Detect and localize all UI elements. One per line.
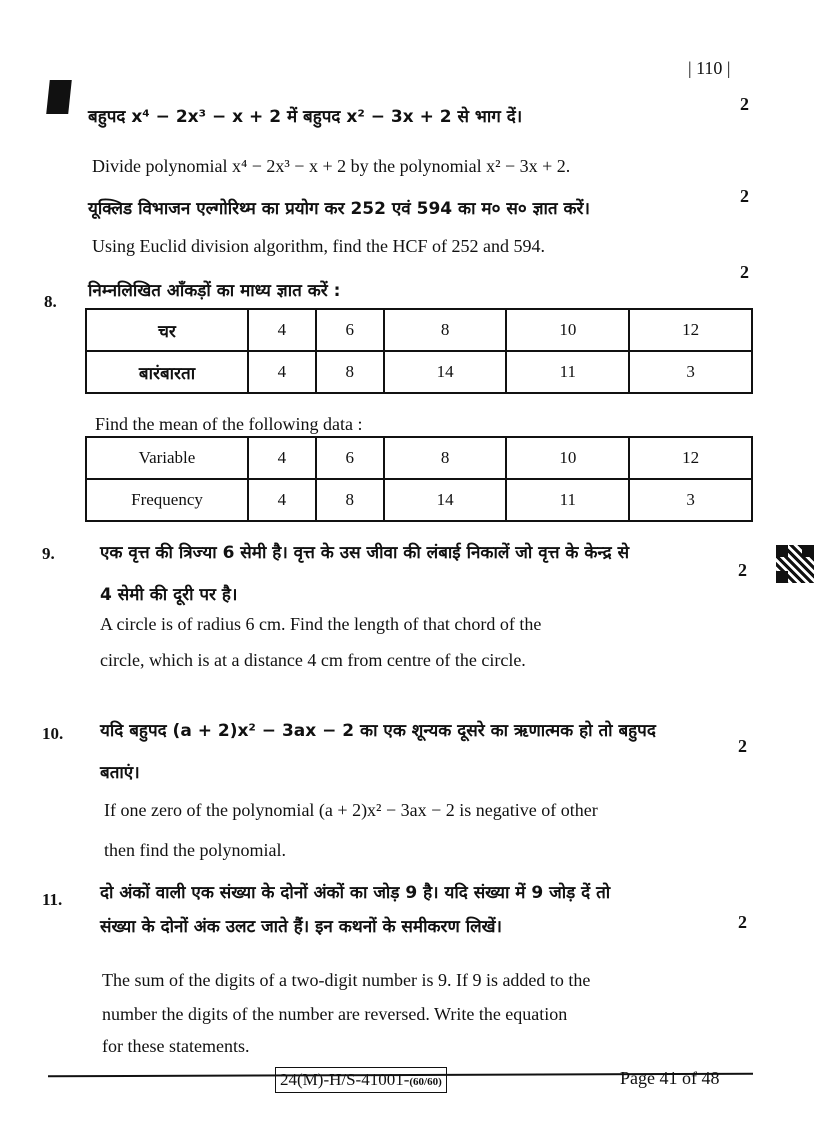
q11-number: 11. bbox=[42, 890, 63, 909]
table-cell: 3 bbox=[629, 351, 752, 393]
q7-hindi: यूक्लिड विभाजन एल्गोरिथ्म का प्रयोग कर 252 एवं 594 का म० स० ज्ञात करें। bbox=[88, 199, 590, 219]
table-row bbox=[86, 479, 752, 521]
q6-hindi: बहुपद x⁴ − 2x³ − x + 2 में बहुपद x² − 3x + 2 से भाग दें। bbox=[88, 107, 523, 127]
row-label: Variable bbox=[86, 437, 248, 479]
data-table-english bbox=[85, 436, 753, 522]
table-cell: 14 bbox=[384, 479, 507, 521]
paper-code-suffix: (60/60) bbox=[409, 1076, 442, 1088]
q10-english-line2: then find the polynomial. bbox=[104, 840, 286, 860]
table-row bbox=[86, 309, 752, 351]
paper-code-main: 24(M)-H/S-41001- bbox=[280, 1070, 410, 1089]
q9-number: 9. bbox=[42, 544, 55, 563]
page-number: Page 41 of 48 bbox=[620, 1068, 720, 1088]
page-label: | 110 | bbox=[688, 58, 731, 78]
row-label: Frequency bbox=[86, 479, 248, 521]
q8-hindi: निम्नलिखित आँकड़ों का माध्य ज्ञात करें : bbox=[88, 281, 341, 301]
q9-hindi-line1: एक वृत्त की त्रिज्या 6 सेमी है। वृत्त के उस जीवा की लंबाई निकालें जो वृत्त के केन्द्र से bbox=[100, 543, 630, 563]
row-label: चर bbox=[86, 309, 248, 351]
table-cell: 8 bbox=[316, 479, 384, 521]
table-cell: 10 bbox=[506, 437, 629, 479]
q8-marks: 2 bbox=[740, 262, 749, 282]
q9-english-line2: circle, which is at a distance 4 cm from centre of the circle. bbox=[100, 650, 526, 670]
table-row bbox=[86, 351, 752, 393]
qr-code-icon bbox=[776, 545, 814, 583]
q10-hindi-line1: यदि बहुपद (a + 2)x² − 3ax − 2 का एक शून्यक दूसरे का ऋणात्मक हो तो बहुपद bbox=[100, 721, 656, 741]
q11-english-line3: for these statements. bbox=[102, 1036, 250, 1056]
q9-hindi-line2: 4 सेमी की दूरी पर है। bbox=[100, 585, 238, 605]
data-table-hindi bbox=[85, 308, 753, 394]
table-cell: 11 bbox=[506, 351, 629, 393]
q11-english-line1: The sum of the digits of a two-digit number is 9. If 9 is added to the bbox=[102, 970, 591, 990]
table-cell: 14 bbox=[384, 351, 507, 393]
q11-marks: 2 bbox=[738, 912, 747, 932]
q11-hindi-line1: दो अंकों वाली एक संख्या के दोनों अंकों का जोड़ 9 है। यदि संख्या में 9 जोड़ दें तो bbox=[100, 883, 611, 903]
table-cell: 4 bbox=[248, 437, 316, 479]
q8-number: 8. bbox=[44, 292, 57, 311]
table-cell: 12 bbox=[629, 309, 752, 351]
q7-marks: 2 bbox=[740, 186, 749, 206]
table-cell: 4 bbox=[248, 309, 316, 351]
table-cell: 10 bbox=[506, 309, 629, 351]
q11-english-line2: number the digits of the number are reversed. Write the equation bbox=[102, 1004, 568, 1024]
table-cell: 4 bbox=[248, 351, 316, 393]
table-cell: 6 bbox=[316, 309, 384, 351]
row-label: बारंबारता bbox=[86, 351, 248, 393]
q10-english-line1: If one zero of the polynomial (a + 2)x² − 3ax − 2 is negative of other bbox=[104, 800, 598, 820]
table-cell: 11 bbox=[506, 479, 629, 521]
q9-english-line1: A circle is of radius 6 cm. Find the length of that chord of the bbox=[100, 614, 542, 634]
q10-marks: 2 bbox=[738, 736, 747, 756]
table-cell: 12 bbox=[629, 437, 752, 479]
registration-mark bbox=[46, 80, 72, 114]
q8-english: Find the mean of the following data : bbox=[95, 414, 363, 434]
table-cell: 8 bbox=[384, 437, 507, 479]
q9-marks: 2 bbox=[738, 560, 747, 580]
table-cell: 6 bbox=[316, 437, 384, 479]
q10-hindi-line2: बताएं। bbox=[100, 763, 140, 783]
table-cell: 4 bbox=[248, 479, 316, 521]
table-cell: 8 bbox=[384, 309, 507, 351]
q6-marks: 2 bbox=[740, 94, 749, 114]
table-row bbox=[86, 437, 752, 479]
q6-english: Divide polynomial x⁴ − 2x³ − x + 2 by the polynomial x² − 3x + 2. bbox=[92, 156, 571, 176]
q11-hindi-line2: संख्या के दोनों अंक उलट जाते हैं। इन कथनों के समीकरण लिखें। bbox=[100, 917, 502, 937]
paper-code bbox=[275, 1067, 447, 1093]
table-cell: 3 bbox=[629, 479, 752, 521]
table-cell: 8 bbox=[316, 351, 384, 393]
q7-english: Using Euclid division algorithm, find the HCF of 252 and 594. bbox=[92, 236, 545, 256]
q10-number: 10. bbox=[42, 724, 64, 743]
